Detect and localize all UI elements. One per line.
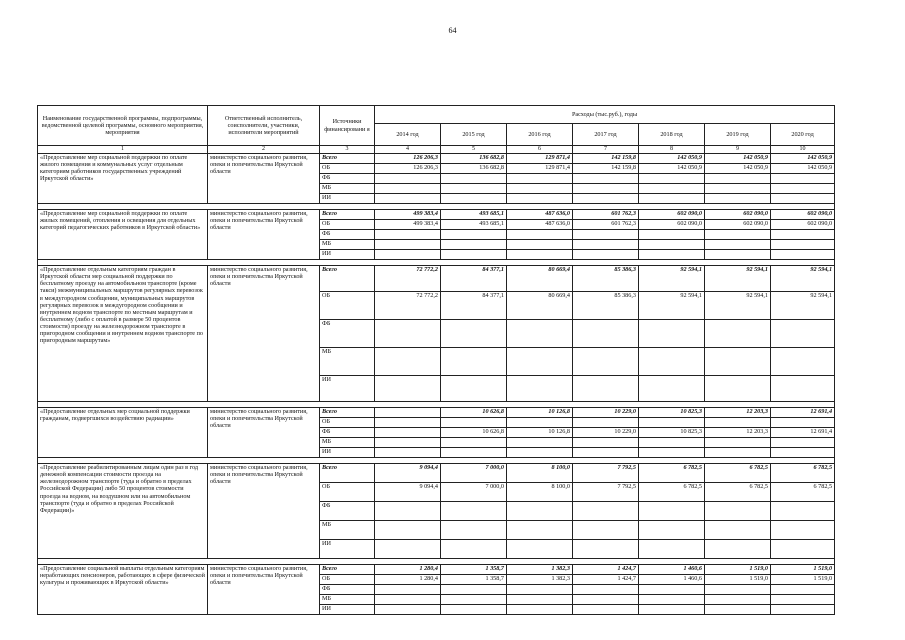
funding-source: МБ	[320, 438, 375, 448]
value-cell: 1 280,4	[375, 575, 441, 585]
value-cell: 9 094,4	[375, 464, 441, 483]
value-cell	[573, 230, 639, 240]
value-cell	[375, 348, 441, 376]
column-number: 5	[441, 146, 507, 154]
value-cell: 1 280,4	[375, 565, 441, 575]
value-cell	[573, 174, 639, 184]
value-cell	[573, 376, 639, 402]
year-header: 2018 год	[639, 124, 705, 146]
funding-source: Всего	[320, 266, 375, 292]
value-cell	[705, 320, 771, 348]
value-cell	[705, 250, 771, 260]
value-cell	[507, 250, 573, 260]
value-cell: 72 772,2	[375, 266, 441, 292]
value-cell	[639, 250, 705, 260]
value-cell	[639, 348, 705, 376]
value-cell	[639, 418, 705, 428]
value-cell	[573, 194, 639, 204]
value-cell: 602 090,0	[705, 210, 771, 220]
value-cell	[639, 438, 705, 448]
value-cell: 84 377,1	[441, 266, 507, 292]
value-cell	[375, 438, 441, 448]
funding-source: Всего	[320, 464, 375, 483]
value-cell: 7 000,0	[441, 464, 507, 483]
value-cell	[375, 540, 441, 559]
value-cell: 1 519,0	[705, 575, 771, 585]
value-cell	[375, 448, 441, 458]
value-cell: 92 594,1	[639, 292, 705, 320]
value-cell	[771, 230, 835, 240]
value-cell	[771, 595, 835, 605]
value-cell: 126 206,3	[375, 154, 441, 164]
value-cell	[573, 540, 639, 559]
value-cell	[771, 418, 835, 428]
value-cell: 493 685,1	[441, 210, 507, 220]
funding-source: ФБ	[320, 502, 375, 521]
value-cell	[441, 240, 507, 250]
value-cell	[573, 521, 639, 540]
value-cell	[771, 605, 835, 615]
value-cell: 602 090,0	[705, 220, 771, 230]
header-expenses: Расходы (тыс.руб.), годы	[375, 106, 835, 124]
value-cell	[441, 502, 507, 521]
value-cell	[441, 595, 507, 605]
value-cell	[507, 585, 573, 595]
value-cell: 12 691,4	[771, 428, 835, 438]
value-cell: 1 382,3	[507, 575, 573, 585]
value-cell: 1 460,6	[639, 575, 705, 585]
value-cell: 6 782,5	[771, 483, 835, 502]
year-header: 2016 год	[507, 124, 573, 146]
value-cell: 12 691,4	[771, 408, 835, 418]
value-cell	[441, 230, 507, 240]
value-cell	[507, 348, 573, 376]
value-cell	[771, 438, 835, 448]
value-cell	[441, 174, 507, 184]
funding-source: ИИ	[320, 605, 375, 615]
value-cell: 1 519,0	[705, 565, 771, 575]
value-cell	[705, 174, 771, 184]
value-cell: 10 825,3	[639, 408, 705, 418]
value-cell	[705, 376, 771, 402]
measure-name: «Предоставление отдельным категориям граждан в Иркутской области мер социальной поддержки по бесплатному проезду на автомобильном транспорте (кроме такси) межмуниципальных маршрутов регулярных перевозок в междугородном сообщении, муниципальных маршрутов регулярных перевозок в междугородном сообщении и внутреннем водном транспорте по местным маршрутам и бесплатному (либо с оплатой в размере 50 процентов стоимости) проезду на железнодорожном транспорте в пригородном сообщении и внутреннем водном транспорте по пригородным маршрутам»	[38, 266, 208, 402]
header-responsible: Ответственный исполнитель, соисполнители, участники, исполнители мероприятий	[208, 106, 320, 146]
value-cell	[705, 502, 771, 521]
value-cell: 7 000,0	[441, 483, 507, 502]
responsible-executor: министерство социального развития, опеки и попечительства Иркутской области	[208, 210, 320, 260]
value-cell: 142 050,9	[705, 164, 771, 174]
value-cell	[771, 250, 835, 260]
value-cell	[441, 194, 507, 204]
value-cell: 126 206,3	[375, 164, 441, 174]
value-cell: 92 594,1	[639, 266, 705, 292]
value-cell: 142 050,9	[705, 154, 771, 164]
measure-name: «Предоставление реабилитированным лицам один раз в год денежной компенсации стоимости проезда на железнодорожном транспорте (туда и обратно в пределах Российской Федерации) либо 50 процентов стоимости проезда на водном, на воздушном или на автомобильном транспорте (туда и обратно в пределах Российской Федерации)»	[38, 464, 208, 559]
value-cell	[441, 438, 507, 448]
value-cell	[771, 240, 835, 250]
value-cell: 8 100,0	[507, 464, 573, 483]
value-cell	[507, 194, 573, 204]
value-cell	[375, 184, 441, 194]
funding-source: Всего	[320, 210, 375, 220]
funding-source: МБ	[320, 240, 375, 250]
value-cell	[507, 184, 573, 194]
value-cell	[705, 585, 771, 595]
value-cell	[375, 521, 441, 540]
value-cell	[639, 540, 705, 559]
value-cell	[375, 418, 441, 428]
value-cell	[771, 194, 835, 204]
value-cell: 92 594,1	[705, 266, 771, 292]
value-cell	[507, 595, 573, 605]
value-cell	[573, 250, 639, 260]
column-number: 4	[375, 146, 441, 154]
table-row	[38, 565, 835, 575]
value-cell	[573, 320, 639, 348]
value-cell	[771, 521, 835, 540]
funding-source: ИИ	[320, 194, 375, 204]
value-cell: 602 090,0	[771, 210, 835, 220]
value-cell: 10 825,3	[639, 428, 705, 438]
value-cell: 10 126,8	[507, 408, 573, 418]
value-cell: 92 594,1	[771, 266, 835, 292]
year-header: 2015 год	[441, 124, 507, 146]
value-cell	[639, 376, 705, 402]
value-cell: 6 782,5	[771, 464, 835, 483]
measure-name: «Предоставление мер социальной поддержки по оплате жилого помещения и коммунальных услуг отдельным категориям работников государственных учреждений Иркутской области»	[38, 154, 208, 204]
value-cell: 10 126,8	[507, 428, 573, 438]
value-cell: 80 669,4	[507, 266, 573, 292]
value-cell: 1 424,7	[573, 575, 639, 585]
value-cell	[573, 595, 639, 605]
value-cell	[639, 502, 705, 521]
value-cell	[507, 376, 573, 402]
value-cell: 487 636,0	[507, 220, 573, 230]
funding-source: Всего	[320, 154, 375, 164]
value-cell: 129 871,4	[507, 164, 573, 174]
value-cell: 136 682,8	[441, 154, 507, 164]
value-cell	[705, 605, 771, 615]
responsible-executor: министерство социального развития, опеки и попечительства Иркутской области	[208, 464, 320, 559]
value-cell	[507, 418, 573, 428]
value-cell	[639, 240, 705, 250]
value-cell	[639, 230, 705, 240]
value-cell	[705, 521, 771, 540]
funding-source: Всего	[320, 565, 375, 575]
value-cell: 6 782,5	[705, 483, 771, 502]
table-row	[38, 464, 835, 483]
year-header: 2017 год	[573, 124, 639, 146]
value-cell	[573, 605, 639, 615]
column-number: 8	[639, 146, 705, 154]
value-cell	[771, 174, 835, 184]
value-cell	[639, 585, 705, 595]
value-cell: 92 594,1	[771, 292, 835, 320]
value-cell	[375, 174, 441, 184]
value-cell: 142 050,9	[639, 164, 705, 174]
value-cell	[507, 502, 573, 521]
value-cell	[639, 320, 705, 348]
value-cell: 602 090,0	[771, 220, 835, 230]
value-cell	[441, 320, 507, 348]
value-cell	[771, 376, 835, 402]
value-cell: 142 050,9	[771, 154, 835, 164]
value-cell: 1 358,7	[441, 565, 507, 575]
value-cell: 487 636,0	[507, 210, 573, 220]
value-cell: 601 762,3	[573, 210, 639, 220]
value-cell: 1 358,7	[441, 575, 507, 585]
value-cell	[375, 605, 441, 615]
value-cell: 499 383,4	[375, 210, 441, 220]
value-cell	[705, 194, 771, 204]
value-cell	[375, 240, 441, 250]
value-cell	[507, 320, 573, 348]
funding-source: ОБ	[320, 418, 375, 428]
value-cell	[375, 250, 441, 260]
year-header: 2019 год	[705, 124, 771, 146]
value-cell	[771, 502, 835, 521]
value-cell	[705, 240, 771, 250]
value-cell: 142 050,9	[771, 164, 835, 174]
measure-name: «Предоставление мер социальной поддержки по оплате жилых помещений, отопления и освещения для отдельных категорий педагогических работников в Иркутской области»	[38, 210, 208, 260]
value-cell: 602 090,0	[639, 210, 705, 220]
value-cell: 84 377,1	[441, 292, 507, 320]
value-cell	[771, 585, 835, 595]
value-cell	[573, 418, 639, 428]
funding-source: МБ	[320, 521, 375, 540]
year-header: 2014 год	[375, 124, 441, 146]
value-cell: 142 159,8	[573, 164, 639, 174]
value-cell: 72 772,2	[375, 292, 441, 320]
value-cell	[375, 408, 441, 418]
value-cell	[639, 174, 705, 184]
value-cell: 136 682,8	[441, 164, 507, 174]
value-cell: 10 626,8	[441, 408, 507, 418]
value-cell	[507, 240, 573, 250]
value-cell	[573, 348, 639, 376]
value-cell	[705, 448, 771, 458]
value-cell	[639, 521, 705, 540]
value-cell	[573, 240, 639, 250]
funding-source: МБ	[320, 348, 375, 376]
value-cell	[441, 250, 507, 260]
value-cell	[771, 320, 835, 348]
column-number: 7	[573, 146, 639, 154]
funding-source: ИИ	[320, 376, 375, 402]
responsible-executor: министерство социального развития, опеки и попечительства Иркутской области	[208, 154, 320, 204]
value-cell: 602 090,0	[639, 220, 705, 230]
value-cell	[507, 174, 573, 184]
value-cell: 1 424,7	[573, 565, 639, 575]
page-number: 64	[448, 26, 457, 35]
value-cell	[441, 418, 507, 428]
funding-source: ИИ	[320, 448, 375, 458]
value-cell	[705, 540, 771, 559]
column-number: 6	[507, 146, 573, 154]
value-cell: 10 229,0	[573, 428, 639, 438]
funding-source: ФБ	[320, 174, 375, 184]
table-row	[38, 266, 835, 292]
value-cell	[573, 502, 639, 521]
funding-source: ИИ	[320, 250, 375, 260]
value-cell: 12 203,3	[705, 408, 771, 418]
value-cell	[705, 348, 771, 376]
value-cell: 6 782,5	[639, 483, 705, 502]
responsible-executor: министерство социального развития, опеки и попечительства Иркутской области	[208, 408, 320, 458]
value-cell: 12 203,3	[705, 428, 771, 438]
table-row	[38, 154, 835, 164]
value-cell	[375, 595, 441, 605]
value-cell	[441, 605, 507, 615]
funding-source: ФБ	[320, 320, 375, 348]
funding-source: Всего	[320, 408, 375, 418]
funding-source: ОБ	[320, 164, 375, 174]
value-cell	[441, 540, 507, 559]
value-cell	[573, 184, 639, 194]
funding-source: МБ	[320, 595, 375, 605]
funding-source: ФБ	[320, 585, 375, 595]
measure-name: «Предоставление социальной выплаты отдельным категориям неработающих пенсионеров, работающих в сфере физической культуры и проживающих в Иркутской области»	[38, 565, 208, 615]
value-cell	[375, 320, 441, 348]
value-cell: 6 782,5	[705, 464, 771, 483]
value-cell: 85 386,3	[573, 266, 639, 292]
table-row	[38, 408, 835, 418]
value-cell: 92 594,1	[705, 292, 771, 320]
value-cell: 1 460,6	[639, 565, 705, 575]
value-cell: 129 871,4	[507, 154, 573, 164]
funding-source: ОБ	[320, 220, 375, 230]
value-cell: 9 094,4	[375, 483, 441, 502]
value-cell	[507, 230, 573, 240]
value-cell	[507, 540, 573, 559]
value-cell	[441, 521, 507, 540]
value-cell	[573, 438, 639, 448]
value-cell	[573, 585, 639, 595]
value-cell	[441, 376, 507, 402]
value-cell	[639, 194, 705, 204]
value-cell: 1 519,0	[771, 575, 835, 585]
year-header: 2020 год	[771, 124, 835, 146]
funding-source: МБ	[320, 184, 375, 194]
value-cell	[639, 184, 705, 194]
table-row	[38, 210, 835, 220]
expenses-table	[37, 105, 835, 615]
value-cell	[705, 438, 771, 448]
value-cell: 80 669,4	[507, 292, 573, 320]
funding-source: ФБ	[320, 428, 375, 438]
value-cell	[375, 376, 441, 402]
column-number: 1	[38, 146, 208, 154]
column-number: 10	[771, 146, 835, 154]
value-cell	[705, 595, 771, 605]
responsible-executor: министерство социального развития, опеки и попечительства Иркутской области	[208, 565, 320, 615]
funding-source: ФБ	[320, 230, 375, 240]
funding-source: ОБ	[320, 575, 375, 585]
value-cell	[375, 502, 441, 521]
responsible-executor: министерство социального развития, опеки и попечительства Иркутской области	[208, 266, 320, 402]
funding-source: ОБ	[320, 483, 375, 502]
value-cell: 6 782,5	[639, 464, 705, 483]
header-name: Наименование государственной программы, подпрограммы, ведомственной целевой программы, основного мероприятия, мероприятия	[38, 106, 208, 146]
value-cell	[771, 448, 835, 458]
value-cell	[507, 605, 573, 615]
value-cell	[375, 230, 441, 240]
value-cell	[507, 438, 573, 448]
value-cell: 7 792,5	[573, 464, 639, 483]
value-cell	[507, 521, 573, 540]
column-number: 3	[320, 146, 375, 154]
value-cell: 601 762,3	[573, 220, 639, 230]
value-cell: 1 519,0	[771, 565, 835, 575]
value-cell: 142 159,8	[573, 154, 639, 164]
value-cell	[705, 230, 771, 240]
value-cell: 85 386,3	[573, 292, 639, 320]
header-source: Источники финансировани я	[320, 106, 375, 146]
value-cell	[639, 448, 705, 458]
value-cell	[639, 595, 705, 605]
value-cell	[771, 184, 835, 194]
value-cell	[771, 348, 835, 376]
value-cell: 8 100,0	[507, 483, 573, 502]
value-cell	[705, 184, 771, 194]
value-cell: 493 685,1	[441, 220, 507, 230]
value-cell	[705, 418, 771, 428]
value-cell	[441, 585, 507, 595]
value-cell	[441, 448, 507, 458]
column-number: 9	[705, 146, 771, 154]
value-cell	[375, 585, 441, 595]
value-cell: 499 383,4	[375, 220, 441, 230]
value-cell	[573, 448, 639, 458]
value-cell: 10 229,0	[573, 408, 639, 418]
funding-source: ОБ	[320, 292, 375, 320]
value-cell	[375, 428, 441, 438]
measure-name: «Предоставление отдельных мер социальной поддержки гражданам, подвергшихся воздействию радиации»	[38, 408, 208, 458]
value-cell	[639, 605, 705, 615]
value-cell: 142 050,9	[639, 154, 705, 164]
value-cell	[441, 348, 507, 376]
value-cell: 10 626,8	[441, 428, 507, 438]
value-cell: 1 382,3	[507, 565, 573, 575]
value-cell	[375, 194, 441, 204]
value-cell: 7 792,5	[573, 483, 639, 502]
value-cell	[771, 540, 835, 559]
funding-source: ИИ	[320, 540, 375, 559]
value-cell	[507, 448, 573, 458]
column-number: 2	[208, 146, 320, 154]
value-cell	[441, 184, 507, 194]
